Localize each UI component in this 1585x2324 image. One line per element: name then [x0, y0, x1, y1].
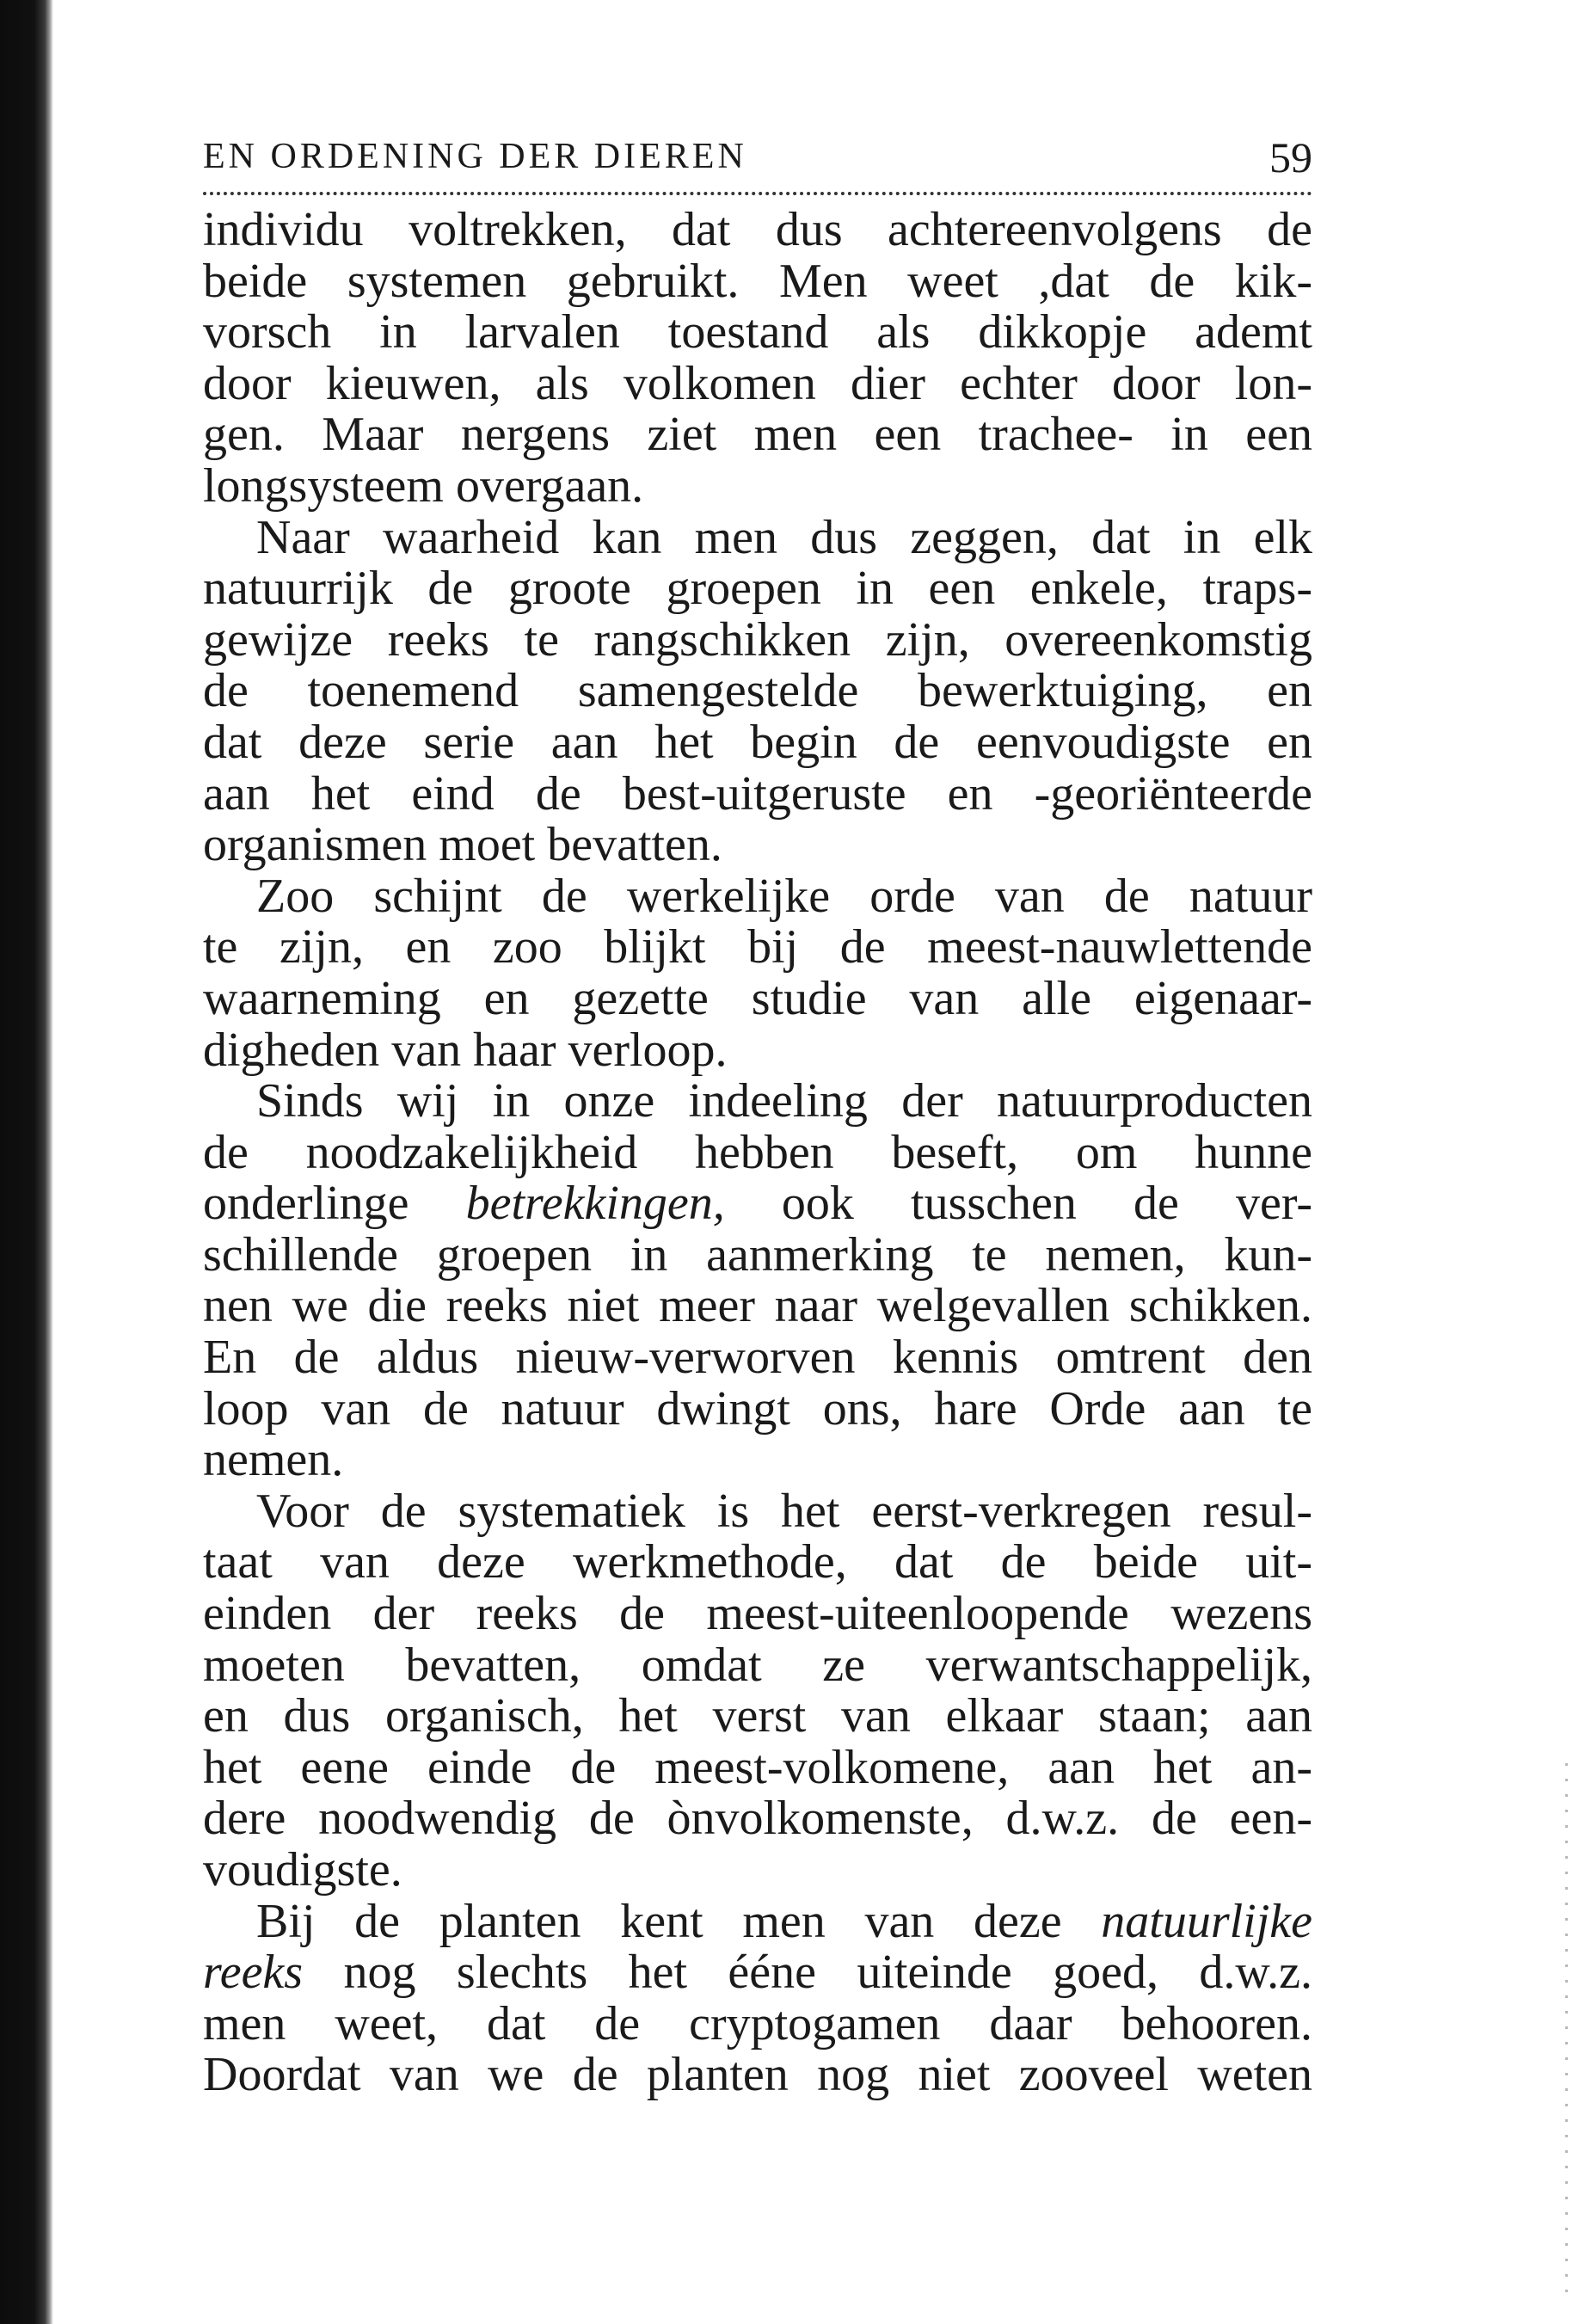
text-line: individu voltrekken, dat dus achtereenvolgens de	[203, 205, 1312, 256]
text-line-with-emphasis	[203, 1947, 1312, 1999]
emphasis-reeks: reeks	[203, 1947, 304, 1999]
paragraph-4	[203, 1076, 1312, 1486]
text-line-with-emphasis	[203, 1178, 1312, 1230]
text-line: nemen.	[203, 1435, 344, 1486]
text-line: gewijze reeks te rangschikken zijn, overeenkomstig	[203, 614, 1312, 667]
text-line: schillende groepen in aanmerking te nemen, kun-	[203, 1229, 1312, 1282]
text-line: loop van de natuur dwingt ons, hare Orde aan te	[203, 1383, 1312, 1436]
text-fragment: onderlinge	[203, 1178, 409, 1230]
text-line: gen. Maar nergens ziet men een trachee- in een	[203, 409, 1312, 461]
page-number: 59	[1269, 133, 1312, 181]
text-fragment: ook tusschen de ver-	[781, 1178, 1312, 1230]
text-line: aan het eind de best-uitgeruste en -georiënteerde	[203, 768, 1312, 821]
page-edge-specks	[1565, 1763, 1568, 2296]
text-line: door kieuwen, als volkomen dier echter door lon-	[203, 358, 1312, 410]
text-line: Naar waarheid kan men dus zeggen, dat in elk	[256, 512, 1312, 564]
text-line: longsysteem overgaan.	[203, 460, 644, 513]
header-dotted-rule	[203, 192, 1312, 195]
emphasis-betrekkingen: betrekkingen,	[465, 1178, 725, 1230]
text-line: de toenemend samengestelde bewerktuiging, en	[203, 666, 1312, 717]
emphasis-natuurlijke: natuurlijke	[1101, 1896, 1312, 1948]
text-line: dat deze serie aan het begin de eenvoudigste en	[203, 716, 1312, 769]
text-line: vorsch in larvalen toestand als dikkopje ademt	[203, 307, 1312, 359]
text-line-with-emphasis	[203, 1897, 1312, 1948]
text-line: dere noodwendig de ònvolkomenste, d.w.z. de een-	[203, 1793, 1312, 1845]
text-line: natuurrijk de groote groepen in een enkele, traps-	[203, 563, 1312, 615]
paragraph-3	[203, 871, 1312, 1076]
text-line: Doordat van we de planten nog niet zooveel weten	[203, 2050, 1312, 2101]
text-line: Voor de systematiek is het eerst-verkregen resul-	[256, 1485, 1312, 1538]
text-line: nen we die reeks niet meer naar welgevallen schikken.	[203, 1281, 1312, 1333]
text-line: de noodzakelijkheid hebben beseft, om hunne	[203, 1127, 1312, 1179]
text-line: men weet, dat de cryptogamen daar behooren.	[203, 1998, 1312, 2050]
text-line: digheden van haar verloop.	[203, 1024, 728, 1077]
text-line: taat van deze werkmethode, dat de beide uit-	[203, 1537, 1312, 1589]
paragraph-5	[203, 1486, 1312, 1897]
text-line: moeten bevatten, omdat ze verwantschappelijk,	[203, 1639, 1312, 1692]
text-line: te zijn, en zoo blijkt bij de meest-nauwlettende	[203, 922, 1312, 974]
text-fragment: nog slechts het ééne uiteinde goed, d.w.z.	[343, 1947, 1312, 1999]
paragraph-1	[203, 205, 1312, 513]
text-line: beide systemen gebruikt. Men weet ,dat de kik-	[203, 255, 1312, 308]
text-line: En de aldus nieuw-verworven kennis omtrent den	[203, 1332, 1312, 1384]
paragraph-6	[203, 1897, 1312, 2101]
text-line: organismen moet bevatten.	[203, 820, 722, 871]
text-line: einden der reeks de meest-uiteenloopende wezens	[203, 1589, 1312, 1640]
text-line: voudigste.	[203, 1845, 402, 1897]
text-fragment: Bij de planten kent men van deze	[256, 1896, 1062, 1948]
text-line: het eene einde de meest-volkomene, aan het an-	[203, 1742, 1312, 1794]
text-line: en dus organisch, het verst van elkaar staan; aan	[203, 1691, 1312, 1743]
body-text	[203, 205, 1312, 2101]
text-line: Zoo schijnt de werkelijke orde van de natuur	[256, 870, 1312, 923]
paragraph-2	[203, 513, 1312, 871]
binding-edge	[0, 0, 53, 2324]
running-head	[203, 133, 1312, 188]
text-line: Sinds wij in onze indeeling der natuurproducten	[256, 1076, 1312, 1128]
running-head-title: EN ORDENING DER DIEREN	[203, 137, 747, 176]
text-line: waarneming en gezette studie van alle eigenaar-	[203, 973, 1312, 1025]
